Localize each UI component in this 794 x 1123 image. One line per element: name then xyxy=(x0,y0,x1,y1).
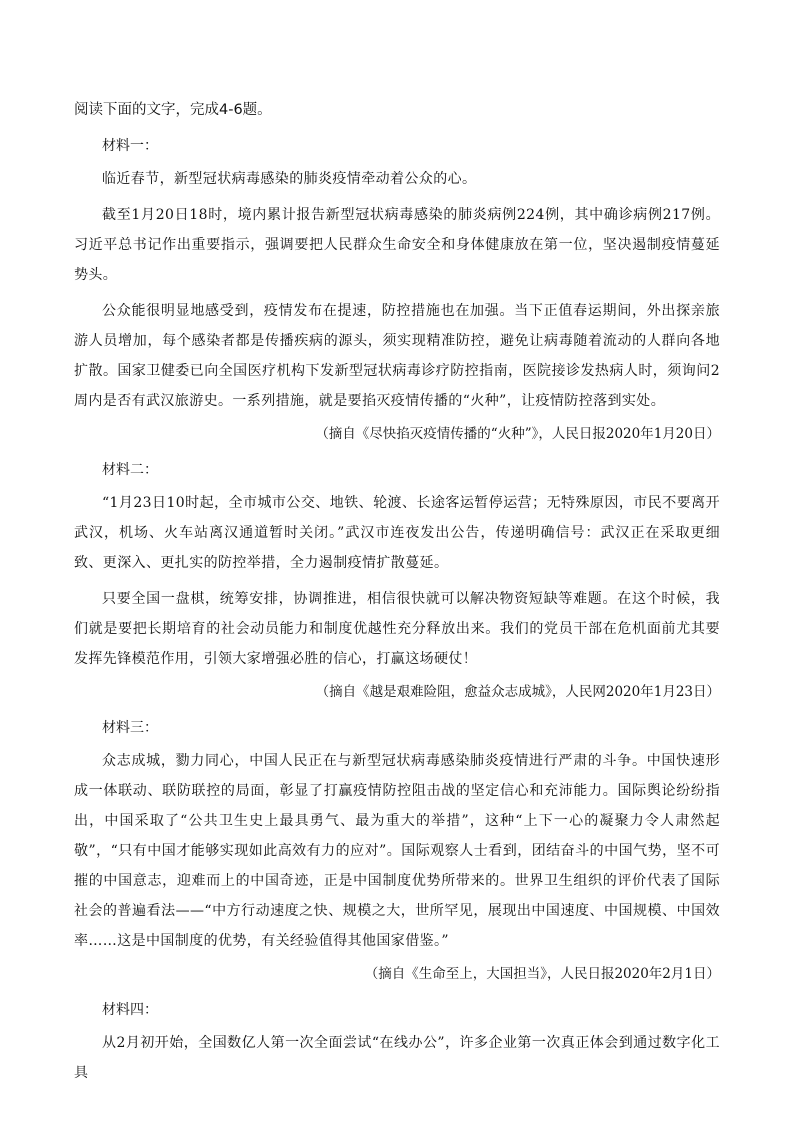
material-four-heading: 材料四： xyxy=(102,1002,158,1018)
material-two-heading: 材料二： xyxy=(102,462,158,478)
material-three-paragraph: 众志成城，勠力同心，中国人民正在与新型冠状病毒感染肺炎疫情进行严肃的斗争。中国快速形成一体联动、联防联控的局面，彰显了打赢疫情防控阻击战的坚定信心和充沛能力。国际舆论纷纷指出，中国采取了“公共卫生史上最具勇气、最为重大的举措”，这种“上下一心的凝聚力令人肃然起敬”，“只有中国才能够实现如此高效有力的应对”。国际观察人士看到，团结奋斗的中国气势，坚不可摧的中国意志，迎难而上的中国奇迹，正是中国制度优势所带来的。世界卫生组织的评价代表了国际社会的普遍看法——“中方行动速度之快、规模之大，世所罕见，展现出中国速度、中国规模、中国效率……这是中国制度的优势，有关经验值得其他国家借鉴。” xyxy=(74,753,720,949)
material-four-paragraph: 从2月初开始，全国数亿人第一次全面尝试“在线办公”，许多企业第一次真正体会到通过数字化工具 xyxy=(74,1035,720,1081)
material-one-source: （摘自《尽快掐灭疫情传播的“火种”》，人民日报2020年1月20日） xyxy=(315,426,720,442)
material-one-paragraph: 截至1月20日18时，境内累计报告新型冠状病毒感染的肺炎病例224例，其中确诊病例217例。习近平总书记作出重要指示，强调要把人民群众生命安全和身体健康放在第一位，坚决遏制疫情蔓延势头。 xyxy=(74,207,720,283)
material-two-paragraph: 只要全国一盘棋，统筹安排，协调推进，相信很快就可以解决物资短缺等难题。在这个时候，我们就是要把长期培育的社会动员能力和制度优越性充分释放出来。我们的党员干部在危机面前尤其要发挥先锋模范作用，引领大家增强必胜的信心，打赢这场硬仗！ xyxy=(74,591,720,667)
material-one-paragraph: 公众能很明显地感受到，疫情发布在提速，防控措施也在加强。当下正值春运期间，外出探亲旅游人员增加，每个感染者都是传播疾病的源头，须实现精准防控，避免让病毒随着流动的人群向各地扩散。国家卫健委已向全国医疗机构下发新型冠状病毒诊疗防控指南，医院接诊发热病人时，须询问2周内是否有武汉旅游史。一系列措施，就是要掐灭疫情传播的“火种”，让疫情防控落到实处。 xyxy=(74,303,720,409)
material-two-source: （摘自《越是艰难险阻，愈益众志成城》，人民网2020年1月23日） xyxy=(315,684,720,700)
material-three-source: （摘自《生命至上，大国担当》，人民日报2020年2月1日） xyxy=(364,966,720,982)
material-two xyxy=(74,452,720,710)
material-two-paragraph: “1月23日10时起，全市城市公交、地铁、轮渡、长途客运暂停运营；无特殊原因，市民不要离开武汉，机场、火车站离汉通道暂时关闭。”武汉市连夜发出公告，传递明确信号：武汉正在采取更细致、更深入、更扎实的防控举措，全力遏制疫情扩散蔓延。 xyxy=(74,495,720,571)
material-three-heading: 材料三： xyxy=(102,720,158,736)
question-instruction: 阅读下面的文字，完成4-6题。 xyxy=(74,102,272,118)
material-four xyxy=(74,992,720,1088)
material-one xyxy=(74,128,720,452)
material-one-heading: 材料一： xyxy=(102,138,158,154)
document-page xyxy=(74,92,720,1088)
material-one-paragraph: 临近春节，新型冠状病毒感染的肺炎疫情牵动着公众的心。 xyxy=(102,171,477,187)
material-three xyxy=(74,710,720,992)
